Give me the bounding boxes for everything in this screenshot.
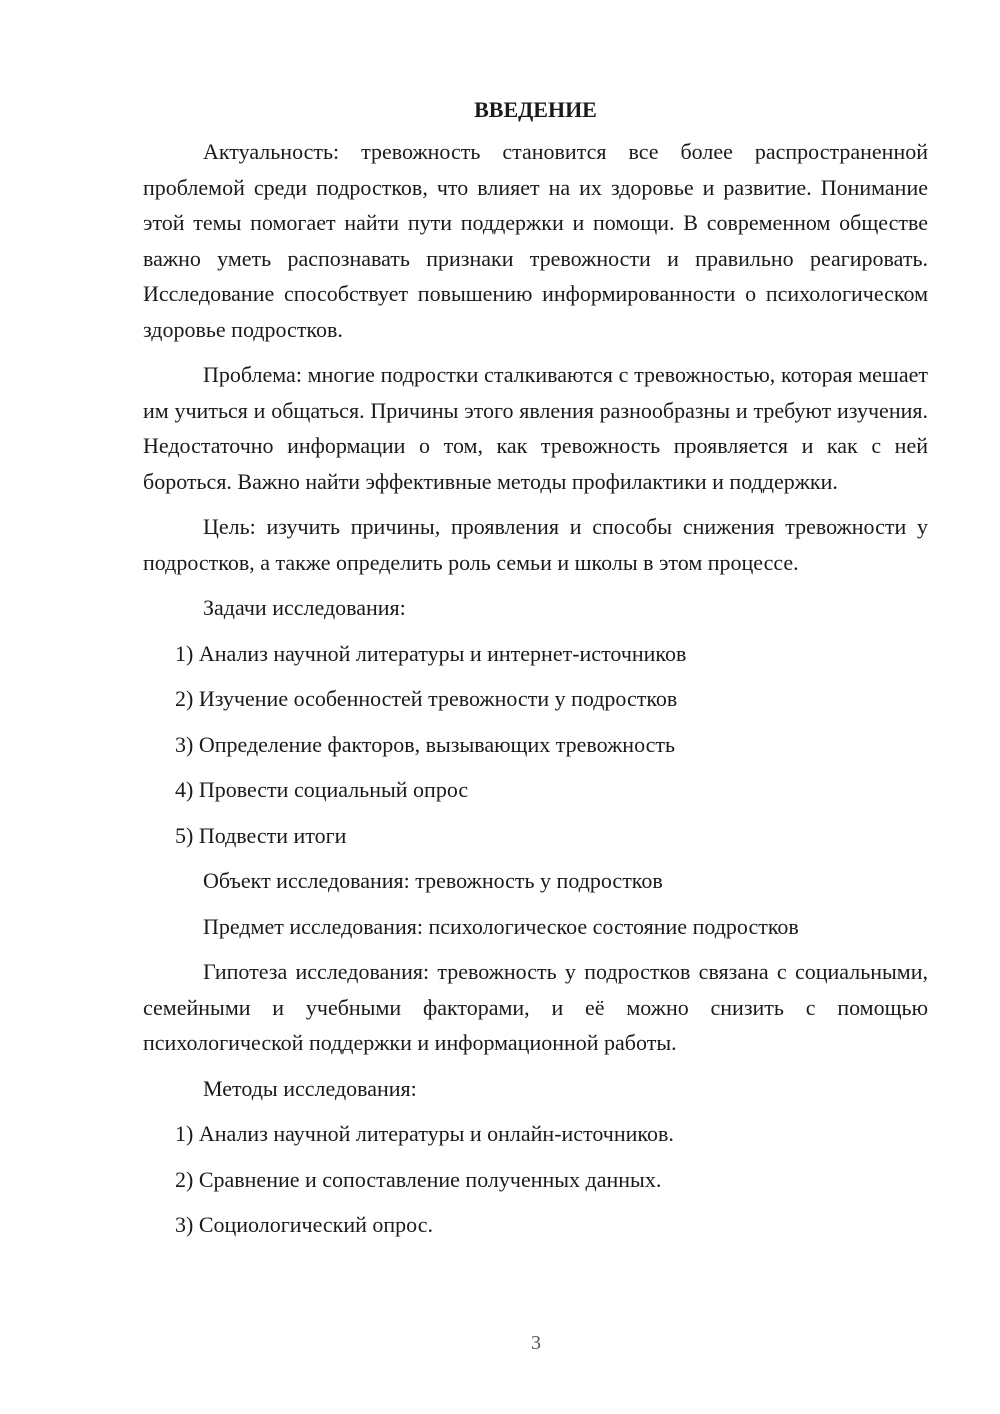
- task-item: 2) Изучение особенностей тревожности у подростков: [175, 686, 678, 711]
- method-item: 3) Социологический опрос.: [175, 1212, 433, 1237]
- method-item: 1) Анализ научной литературы и онлайн-источников.: [175, 1121, 674, 1146]
- methods-heading: Методы исследования:: [203, 1075, 417, 1101]
- document-page: [143, 92, 928, 1253]
- tasks-heading: Задачи исследования:: [203, 595, 406, 620]
- task-item: 3) Определение факторов, вызывающих тревожность: [175, 731, 676, 757]
- hypothesis-paragraph: Гипотеза исследования: тревожность у подростков связана с социальными, семейными и учебными факторами, и её можно снизить с помощью психологической поддержки и информационной работы.: [143, 959, 928, 1055]
- task-item: 1) Анализ научной литературы и интернет-источников: [175, 640, 687, 666]
- task-item: 4) Провести социальный опрос: [175, 777, 469, 802]
- problem-paragraph: Проблема: многие подростки сталкиваются с тревожностью, которая мешает им учиться и общаться. Причины этого явления разнообразны и требуют изучения. Недостаточно информации о том, как тревожность проявляется и как с ней бороться. Важно найти эффективные методы профилактики и поддержки.: [143, 362, 928, 494]
- page-number: 3: [531, 1332, 541, 1354]
- goal-paragraph: Цель: изучить причины, проявления и способы снижения тревожности у подростков, а также определить роль семьи и школы в этом процессе.: [143, 514, 928, 575]
- research-subject: Предмет исследования: психологическое состояние подростков: [203, 913, 799, 939]
- relevance-paragraph: Актуальность: тревожность становится все более распространенной проблемой среди подростков, что влияет на их здоровье и развитие. Понимание этой темы помогает найти пути поддержки и помощи. В современном обществе важно уметь распознавать признаки тревожности и правильно реагировать. Исследование способствует повышению информированности о психологическом здоровье подростков.: [143, 139, 928, 342]
- task-item: 5) Подвести итоги: [175, 822, 347, 848]
- research-object: Объект исследования: тревожность у подростков: [203, 868, 663, 893]
- section-title: ВВЕДЕНИЕ: [474, 97, 597, 122]
- method-item: 2) Сравнение и сопоставление полученных данных.: [175, 1166, 662, 1192]
